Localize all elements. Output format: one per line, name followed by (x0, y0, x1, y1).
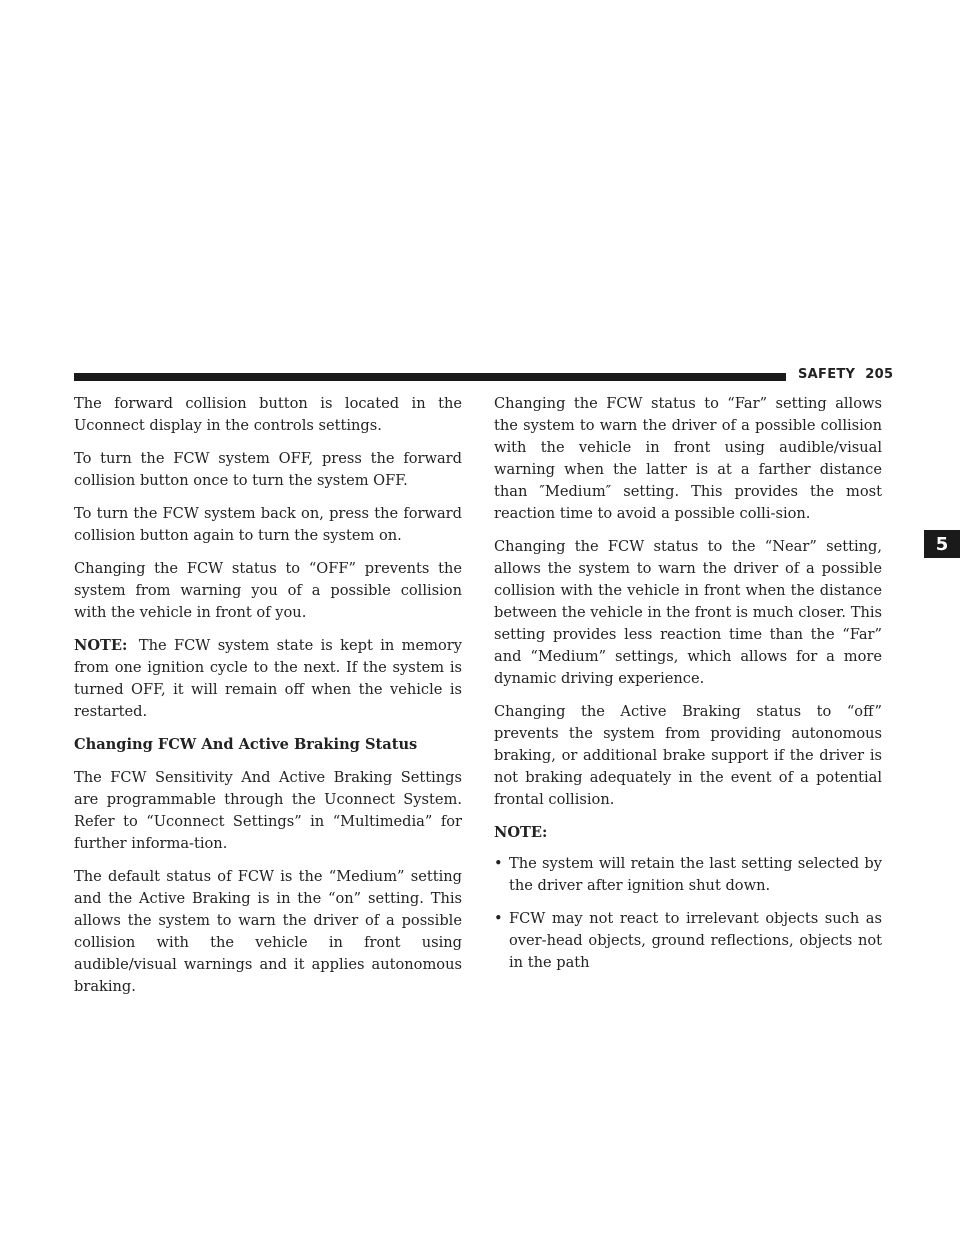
bullet-list (494, 853, 882, 974)
paragraph: To turn the FCW system OFF, press the forward collision button once to turn the system OFF. (74, 450, 462, 489)
paragraph: Changing the FCW status to “OFF” prevents the system from warning you of a possible collision with the vehicle in front of you. (74, 560, 462, 621)
chapter-tab: 5 (924, 530, 960, 558)
paragraph: Changing the Active Braking status to “off” prevents the system from providing autonomous braking, or additional brake support if the driver is not braking adequately in the event of a potential frontal collision. (494, 703, 882, 808)
section-title: SAFETY (798, 367, 856, 382)
paragraph: The FCW Sensitivity And Active Braking Settings are programmable through the Uconnect System. Refer to “Uconnect Settings” in “Multimedia” for further informa-tion. (74, 769, 462, 852)
page-number: 205 (865, 367, 894, 382)
paragraph: Changing the FCW status to the “Near” setting, allows the system to warn the driver of a possible collision with the vehicle in front when the distance between the vehicle in the front is much closer. This setting provides less reaction time than the “Far” and “Medium” settings, which allows for a more dynamic driving experience. (494, 538, 882, 687)
note-text: The FCW system state is kept in memory from one ignition cycle to the next. If the system is turned OFF, it will remain off when the vehicle is restarted. (74, 637, 463, 720)
paragraph: To turn the FCW system back on, press the forward collision button again to turn the system on. (74, 505, 462, 544)
list-item-text: FCW may not react to irrelevant objects such as over-head objects, ground reflections, objects not in the path (509, 910, 882, 971)
left-column (74, 393, 462, 1009)
header-rule (74, 373, 786, 381)
right-column (494, 393, 882, 985)
bullet-icon: • (494, 910, 503, 927)
paragraph: Changing the FCW status to “Far” setting allows the system to warn the driver of a possible collision with the vehicle in front using audible/visual warning when the latter is at a farther distance than ″Medium″ setting. This provides the most reaction time to avoid a possible colli-sion. (494, 395, 882, 522)
subheading: Changing FCW And Active Braking Status (74, 736, 418, 753)
list-item (494, 908, 882, 974)
paragraph: The forward collision button is located in the Uconnect display in the controls settings. (74, 395, 462, 434)
note-paragraph (74, 635, 462, 723)
list-item-text: The system will retain the last setting selected by the driver after ignition shut down. (509, 855, 882, 894)
running-header (798, 367, 893, 382)
paragraph: The default status of FCW is the “Medium” setting and the Active Braking is in the “on” setting. This allows the system to warn the driver of a possible collision with the vehicle in front using audible/visual warnings and it applies autonomous braking. (74, 868, 462, 995)
bullet-icon: • (494, 855, 503, 872)
list-item (494, 853, 882, 897)
note-heading: NOTE: (494, 824, 548, 841)
note-label: NOTE: (74, 637, 128, 654)
